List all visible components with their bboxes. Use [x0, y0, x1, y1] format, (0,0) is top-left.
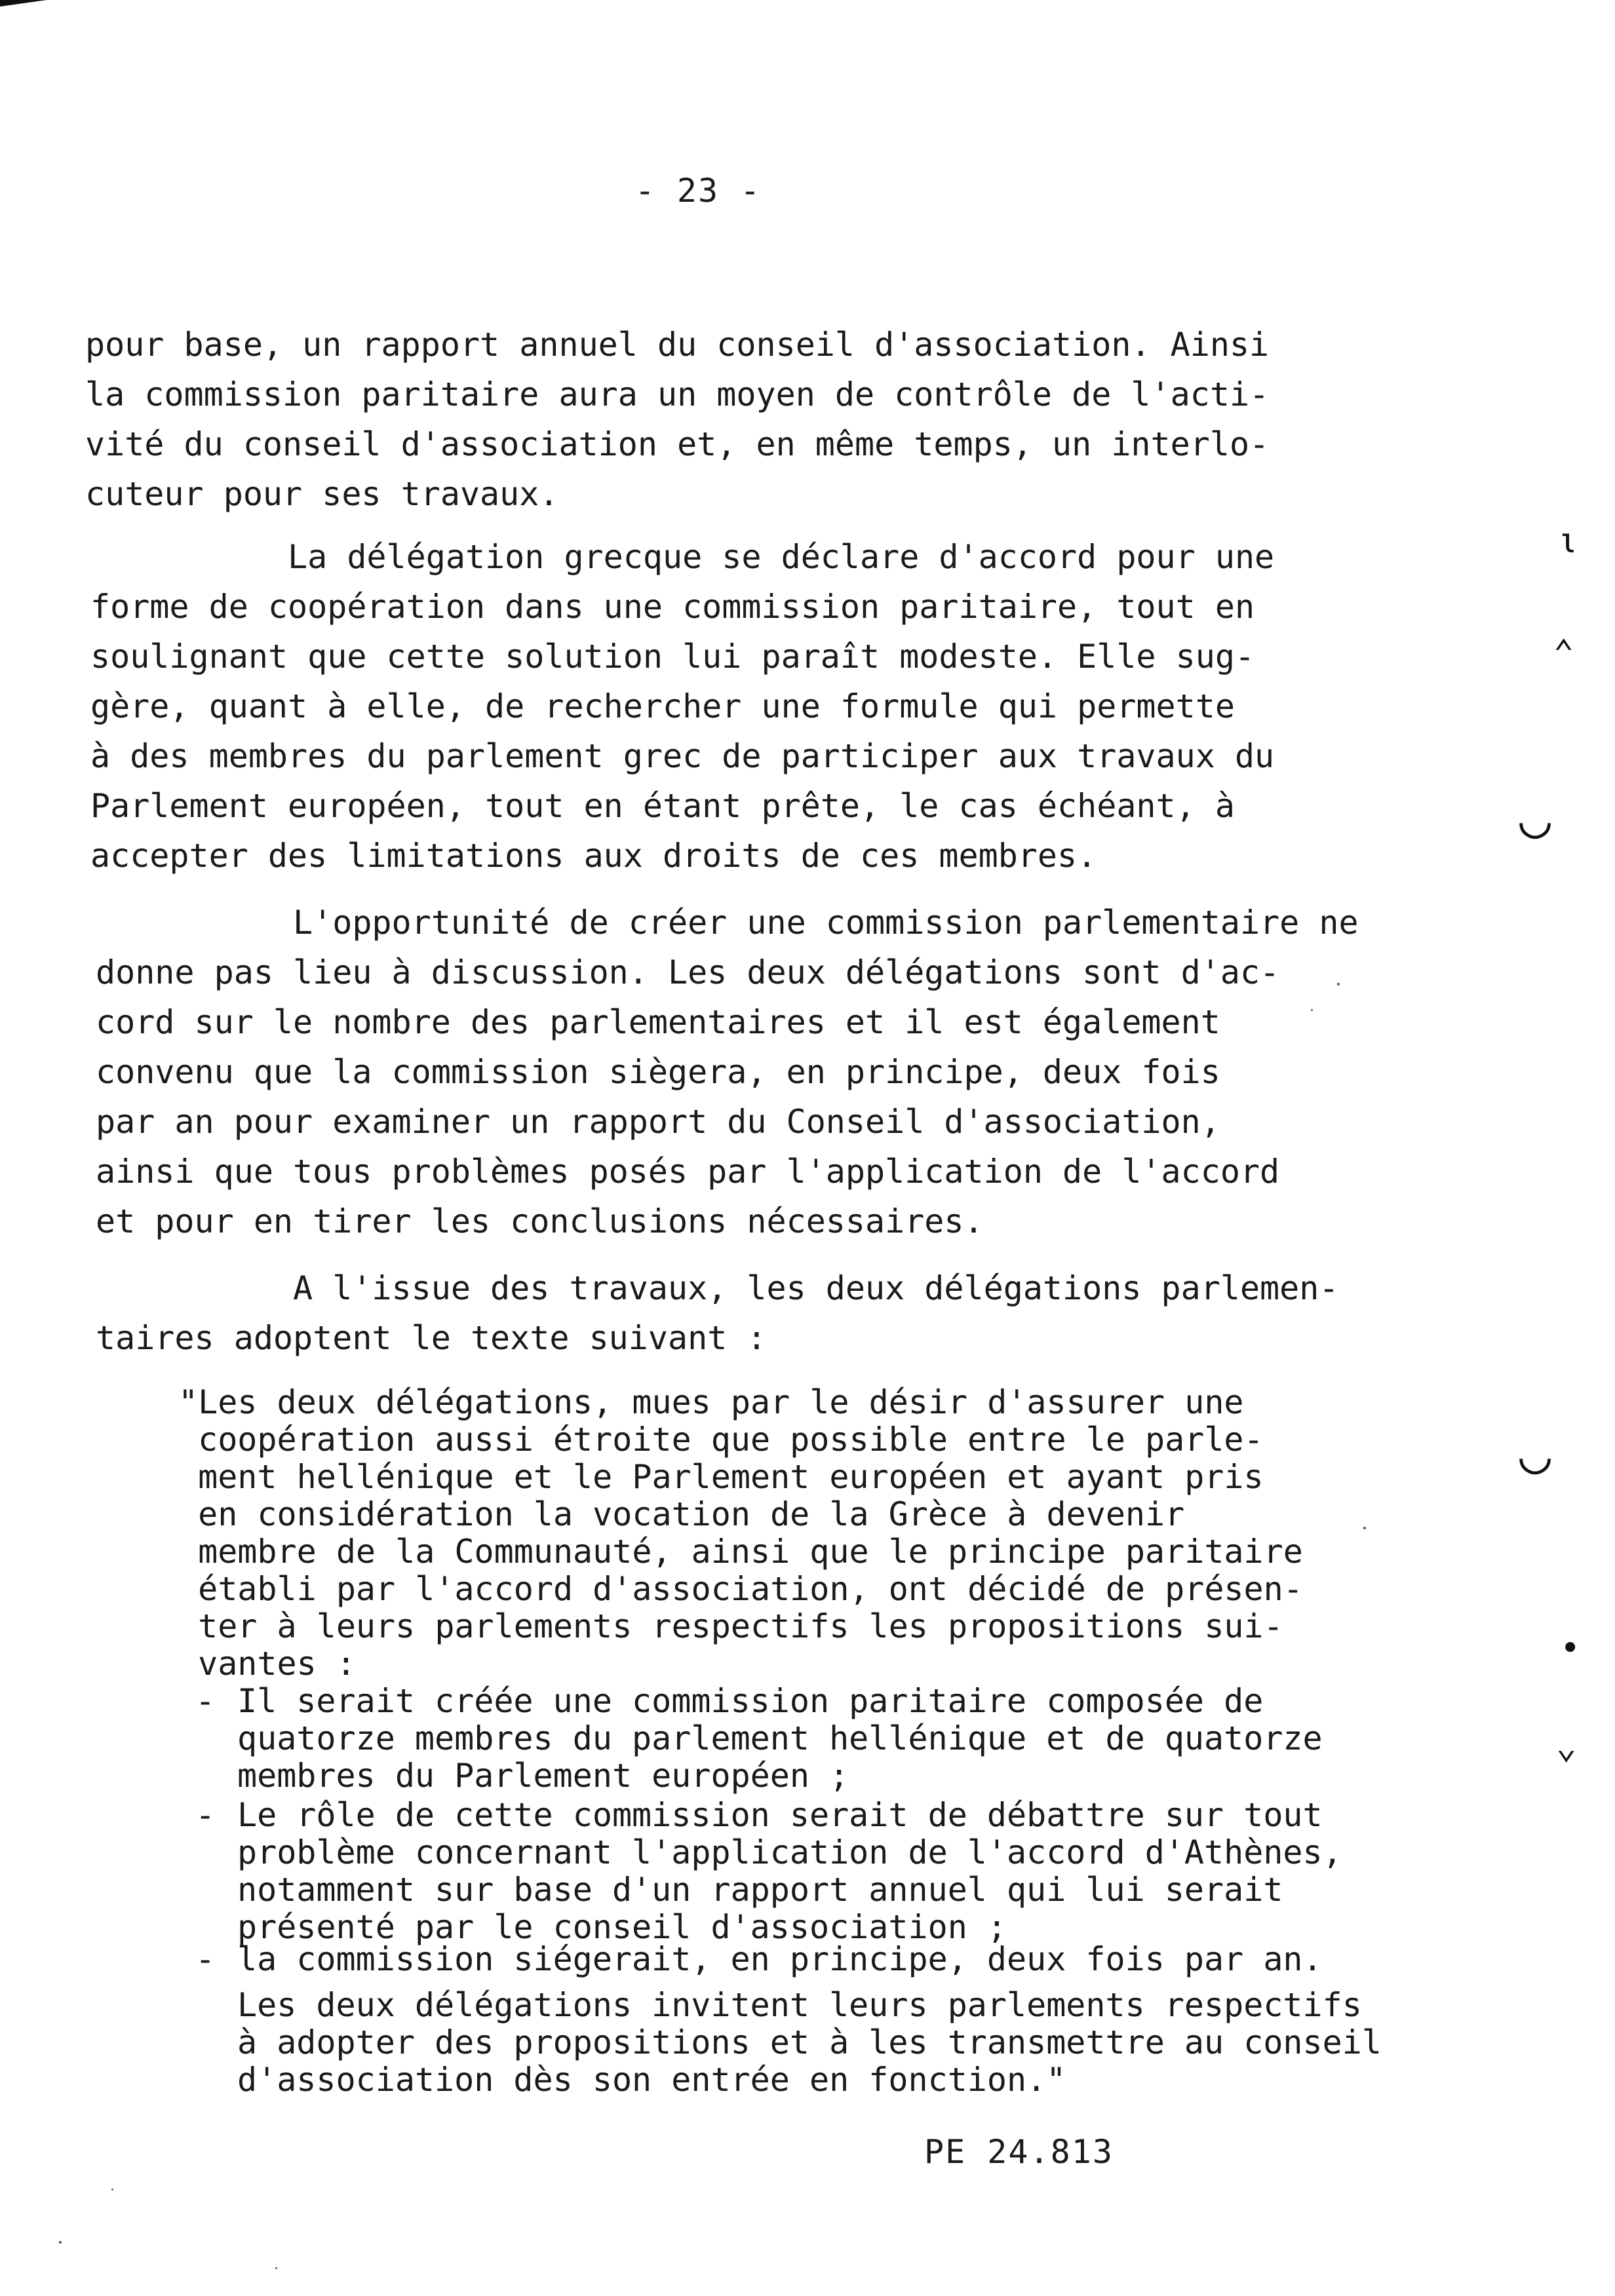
page-number: - 23 - — [634, 172, 762, 210]
margin-mark: ◡ — [1519, 788, 1551, 849]
resolution-closing: Les deux délégations invitent leurs parlements respectifs à adopter des propositions et à les transmettre au conseil d'association dès son entrée en fonction." — [237, 1986, 1382, 2099]
quoted-resolution-intro: "Les deux délégations, mues par le désir d'assurer une coopération aussi étroite que possible entre le parle- ment hellénique et le Parlement européen et ayant pris en considération la vocation de la Grèce à devenir membre de la Communauté, ainsi que le principe paritaire établi par l'accord d'association, ont décidé de présen- ter à leurs parlements respectifs les propositions sui- vantes : — [178, 1383, 1303, 1683]
margin-mark: ◡ — [1519, 1424, 1551, 1485]
scan-speck — [1311, 1009, 1313, 1011]
margin-mark: ⌄ — [1556, 1727, 1577, 1767]
resolution-item-text: la commission siégerait, en principe, deux fois par an. — [237, 1940, 1323, 1978]
margin-mark: ⌃ — [1553, 633, 1574, 672]
scan-corner-mark — [0, 0, 105, 33]
list-dash: - — [195, 1940, 216, 1978]
paragraph-2: La délégation grecque se déclare d'accord pour une forme de coopération dans une commission paritaire, tout en soulignant que cette solution lui paraît modeste. Elle sug- gère, quant à elle, de rechercher une formule qui permette à des membres du parlement grec de participer aux travaux du Parlement européen, tout en étant prête, le cas échéant, à accepter des limitations aux droits de ces membres. — [90, 538, 1275, 875]
list-dash: - — [195, 1796, 216, 1834]
resolution-item-text: Le rôle de cette commission serait de débattre sur tout problème concernant l'application de l'accord d'Athènes, notamment sur base d'un rapport annuel qui lui serait présenté par le conseil d'association ; — [237, 1796, 1342, 1946]
paragraph-4: A l'issue des travaux, les deux délégations parlemen- taires adoptent le texte suivant : — [96, 1269, 1339, 1357]
scan-speck — [1337, 983, 1340, 985]
list-dash: - — [195, 1682, 216, 1720]
margin-mark: ι — [1557, 522, 1578, 561]
paragraph-1: pour base, un rapport annuel du conseil d'association. Ainsi la commission paritaire aura un moyen de contrôle de l'acti- vité du conseil d'association et, en même temps, un interlo- cuteur pour ses travaux. — [85, 326, 1270, 513]
resolution-item-text: Il serait créée une commission paritaire composée de quatorze membres du parlement hellénique et de quatorze membres du Parlement européen ; — [237, 1682, 1323, 1795]
scan-speck — [59, 2241, 62, 2244]
scan-speck — [275, 2267, 277, 2269]
scan-speck — [111, 2189, 113, 2191]
document-reference: PE 24.813 — [924, 2133, 1114, 2171]
scan-speck — [1363, 1527, 1366, 1529]
margin-mark: • — [1560, 1629, 1581, 1668]
paragraph-3: L'opportunité de créer une commission parlementaire ne donne pas lieu à discussion. Les deux délégations sont d'ac- cord sur le nombre des parlementaires et il est également convenu que la commission siègera, en principe, deux fois par an pour examiner un rapport du Conseil d'association, ainsi que tous problèmes posés par l'application de l'accord et pour en tirer les conclusions nécessaires. — [96, 904, 1359, 1240]
